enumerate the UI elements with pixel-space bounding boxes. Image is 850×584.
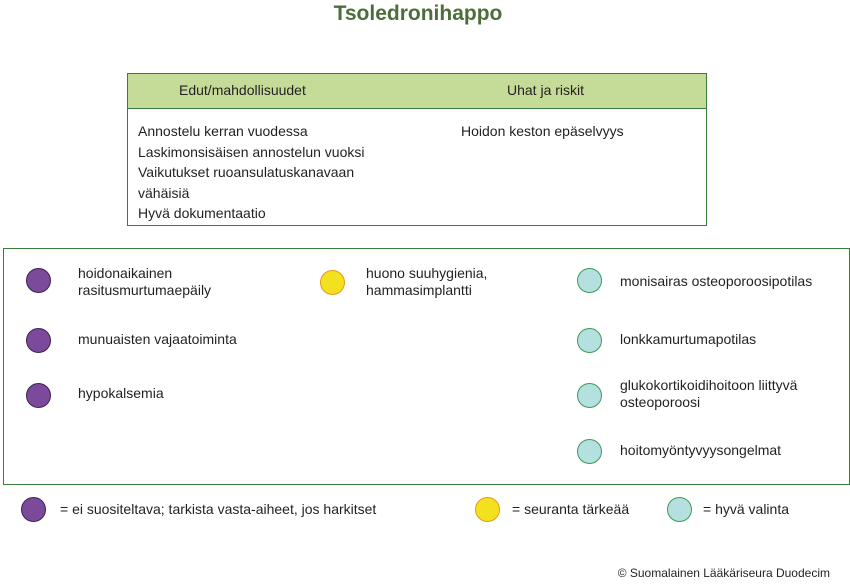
legend-teal-dot-icon [667, 497, 692, 522]
purple-dot-icon [26, 328, 51, 353]
teal-item-monisairas: monisairas osteoporoosipotilas [620, 273, 813, 289]
benefits-header: Edut/mahdollisuudet [179, 82, 306, 98]
swot-table [127, 73, 707, 226]
yellow-item-suuhygienia: huono suuhygienia, hammasimplantti [366, 265, 488, 298]
teal-dot-icon [577, 328, 602, 353]
legend-yellow-label: = seuranta tärkeää [512, 501, 630, 517]
diagram-title: Tsoledronihappo [333, 2, 503, 25]
patient-group-panel [3, 248, 850, 485]
benefits-column [138, 121, 388, 224]
purple-dot-icon [26, 268, 51, 293]
purple-item-hoidonaikainen: hoidonaikainen rasitusmurtumaepäily [78, 265, 212, 298]
legend-purple-dot-icon [21, 497, 46, 522]
legend-yellow-dot-icon [475, 497, 500, 522]
benefit-line: Hyvä dokumentaatio [138, 205, 266, 221]
legend-teal-label: = hyvä valinta [703, 501, 789, 517]
purple-dot-icon [26, 383, 51, 408]
risks-column [461, 121, 691, 142]
risk-line: Hoidon keston epäselvyys [461, 123, 624, 139]
teal-item-hoitomyontyvyys: hoitomyöntyvyysongelmat [620, 442, 782, 458]
teal-item-lonkkamurtuma: lonkkamurtumapotilas [620, 331, 757, 347]
swot-header-row [128, 74, 706, 109]
risks-header: Uhat ja riskit [507, 82, 585, 98]
copyright-credit: © Suomalainen Lääkäriseura Duodecim [617, 566, 830, 580]
benefit-line: Annostelu kerran vuodessa [138, 123, 308, 139]
teal-dot-icon [577, 383, 602, 408]
teal-dot-icon [577, 268, 602, 293]
legend-purple-label: = ei suositeltava; tarkista vasta-aiheet, jos harkitset [60, 501, 377, 517]
benefit-line: vähäisiä [138, 184, 190, 201]
yellow-dot-icon [320, 270, 345, 295]
purple-item-hypokalsemia: hypokalsemia [78, 385, 164, 401]
teal-dot-icon [577, 439, 602, 464]
benefit-line: Vaikutukset ruoansulatuskanavaan [138, 164, 355, 180]
benefit-line: Laskimonsisäisen annostelun vuoksi [138, 143, 365, 160]
teal-item-glukokortikoidi: glukokortikoidihoitoon liittyvä osteoporoosi [620, 377, 798, 410]
purple-item-munuaisten: munuaisten vajaatoiminta [78, 331, 237, 347]
